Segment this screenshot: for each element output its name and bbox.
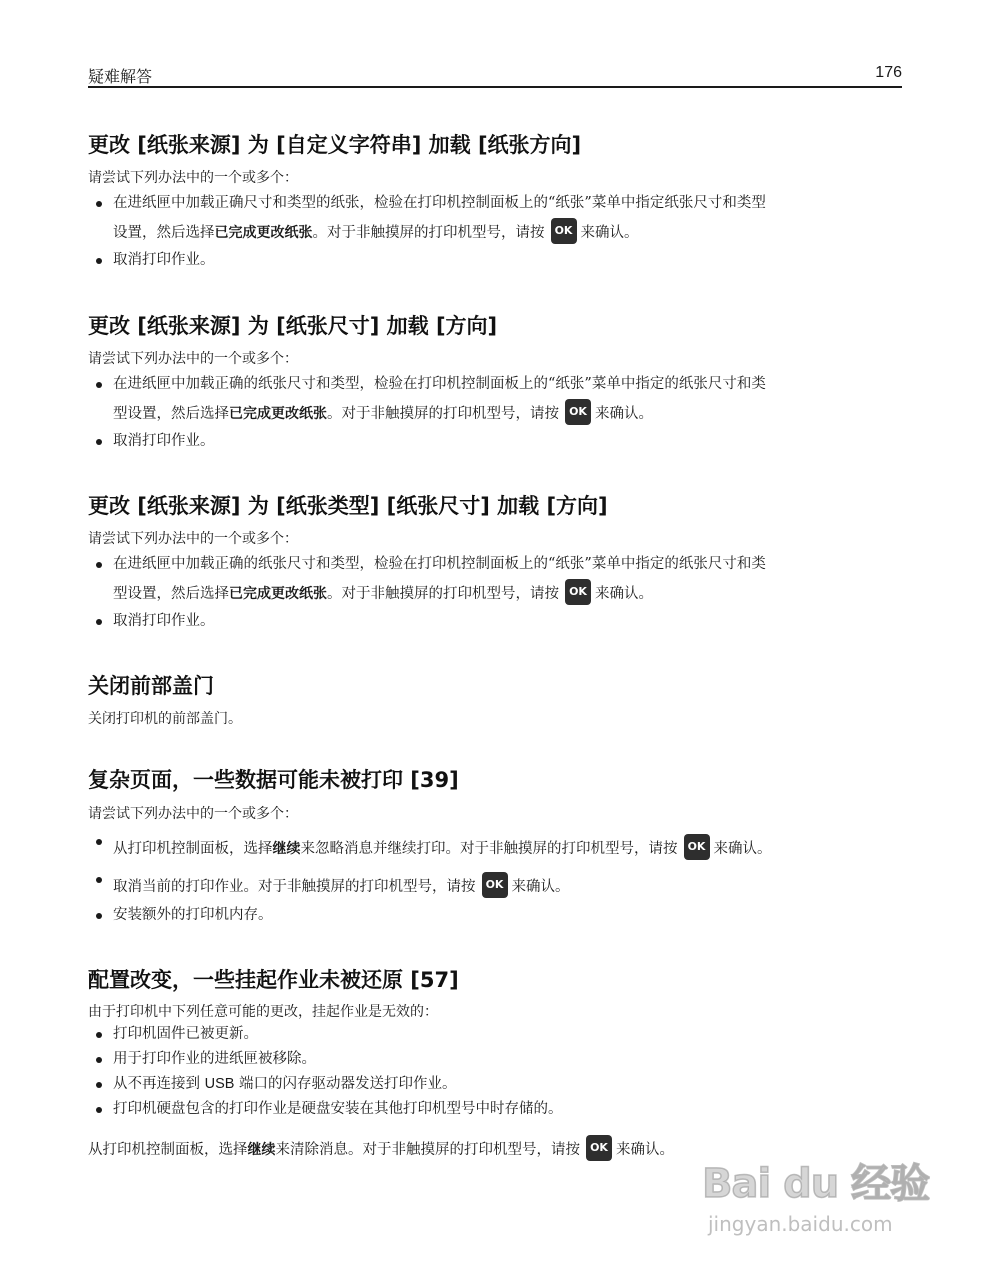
usb-label: USB — [204, 1076, 235, 1092]
header-title: 疑难解答 — [88, 67, 153, 86]
section-close-front-door — [88, 672, 903, 729]
section-title: 更改 [纸张来源] 为 [自定义字符串] 加载 [纸张方向] — [88, 133, 582, 157]
menu-option-done-changing-paper: 已完成更改纸张 — [214, 225, 313, 241]
list-item: 从打印机控制面板，选择继续来忽略消息并继续打印。对于非触摸屏的打印机型号，请按 OK 来确认。 — [88, 831, 903, 867]
section-intro: 请尝试下列办法中的一个或多个： — [88, 806, 298, 822]
bullet-list — [88, 374, 903, 451]
section-intro: 请尝试下列办法中的一个或多个： — [88, 170, 298, 186]
section-paper-source-paper-size — [88, 312, 903, 451]
watermark-logo: Bai du 经验 — [702, 1161, 930, 1207]
page-header — [88, 62, 902, 88]
menu-option-done-changing-paper: 已完成更改纸张 — [229, 406, 327, 422]
list-item: 取消打印作业。 — [88, 431, 903, 451]
list-item: 取消当前的打印作业。对于非触摸屏的打印机型号，请按 OK 来确认。 — [88, 869, 903, 905]
section-config-change-57 — [88, 966, 903, 1167]
section-title: 更改 [纸张来源] 为 [纸张尺寸] 加载 [方向] — [88, 314, 498, 338]
list-item: 用于打印作业的进纸匣被移除。 — [88, 1049, 903, 1069]
ok-button-icon: OK — [586, 1135, 612, 1161]
section-title: 配置改变，一些挂起作业未被还原 [57] — [88, 968, 459, 992]
ok-button-icon: OK — [482, 872, 508, 898]
list-item: 安装额外的打印机内存。 — [88, 905, 903, 925]
menu-option-continue: 继续 — [247, 1142, 276, 1158]
list-item: 取消打印作业。 — [88, 250, 903, 270]
list-item: 在进纸匣中加载正确的纸张尺寸和类型，检验在打印机控制面板上的“纸张”菜单中指定的纸张尺寸和类 型设置，然后选择已完成更改纸张。对于非触摸屏的打印机型号，请按 OK 来确认。 — [88, 374, 903, 431]
list-item: 打印机硬盘包含的打印作业是硬盘安装在其他打印机型号中时存储的。 — [88, 1099, 903, 1119]
section-text: 关闭打印机的前部盖门。 — [88, 711, 242, 727]
list-item: 在进纸匣中加载正确尺寸和类型的纸张，检验在打印机控制面板上的“纸张”菜单中指定纸张尺寸和类型 设置，然后选择已完成更改纸张。对于非触摸屏的打印机型号，请按 OK 来确认。 — [88, 193, 903, 250]
section-intro: 请尝试下列办法中的一个或多个： — [88, 531, 298, 547]
bullet-list — [88, 1024, 903, 1119]
bullet-list — [88, 193, 903, 270]
section-title: 复杂页面，一些数据可能未被打印 [39] — [88, 768, 459, 792]
section-complex-page-39 — [88, 766, 903, 925]
list-item: 从不再连接到 USB 端口的闪存驱动器发送打印作业。 — [88, 1074, 903, 1094]
menu-option-done-changing-paper: 已完成更改纸张 — [229, 586, 327, 602]
section-title: 更改 [纸张来源] 为 [纸张类型] [纸张尺寸] 加载 [方向] — [88, 494, 608, 518]
ok-button-icon: OK — [565, 399, 591, 425]
list-item: 取消打印作业。 — [88, 611, 903, 631]
bullet-list — [88, 554, 903, 631]
section-title: 关闭前部盖门 — [88, 674, 214, 698]
bullet-list — [88, 831, 903, 925]
page-number: 176 — [875, 64, 902, 81]
section-intro: 请尝试下列办法中的一个或多个： — [88, 351, 298, 367]
ok-button-icon: OK — [565, 579, 591, 605]
section-paper-source-type-size — [88, 492, 903, 631]
closing-text: 从打印机控制面板，选择继续来清除消息。对于非触摸屏的打印机型号，请按 OK 来确认。 — [88, 1133, 903, 1167]
list-item: 打印机固件已被更新。 — [88, 1024, 903, 1044]
ok-button-icon: OK — [684, 834, 710, 860]
section-paper-source-custom-string — [88, 131, 903, 270]
watermark-url: jingyan.baidu.com — [708, 1212, 893, 1236]
menu-option-continue: 继续 — [272, 841, 301, 857]
list-item: 在进纸匣中加载正确的纸张尺寸和类型，检验在打印机控制面板上的“纸张”菜单中指定的纸张尺寸和类 型设置，然后选择已完成更改纸张。对于非触摸屏的打印机型号，请按 OK 来确认。 — [88, 554, 903, 611]
section-intro: 由于打印机中下列任意可能的更改，挂起作业是无效的： — [88, 1004, 438, 1020]
ok-button-icon: OK — [551, 218, 577, 244]
watermark — [702, 1138, 942, 1248]
